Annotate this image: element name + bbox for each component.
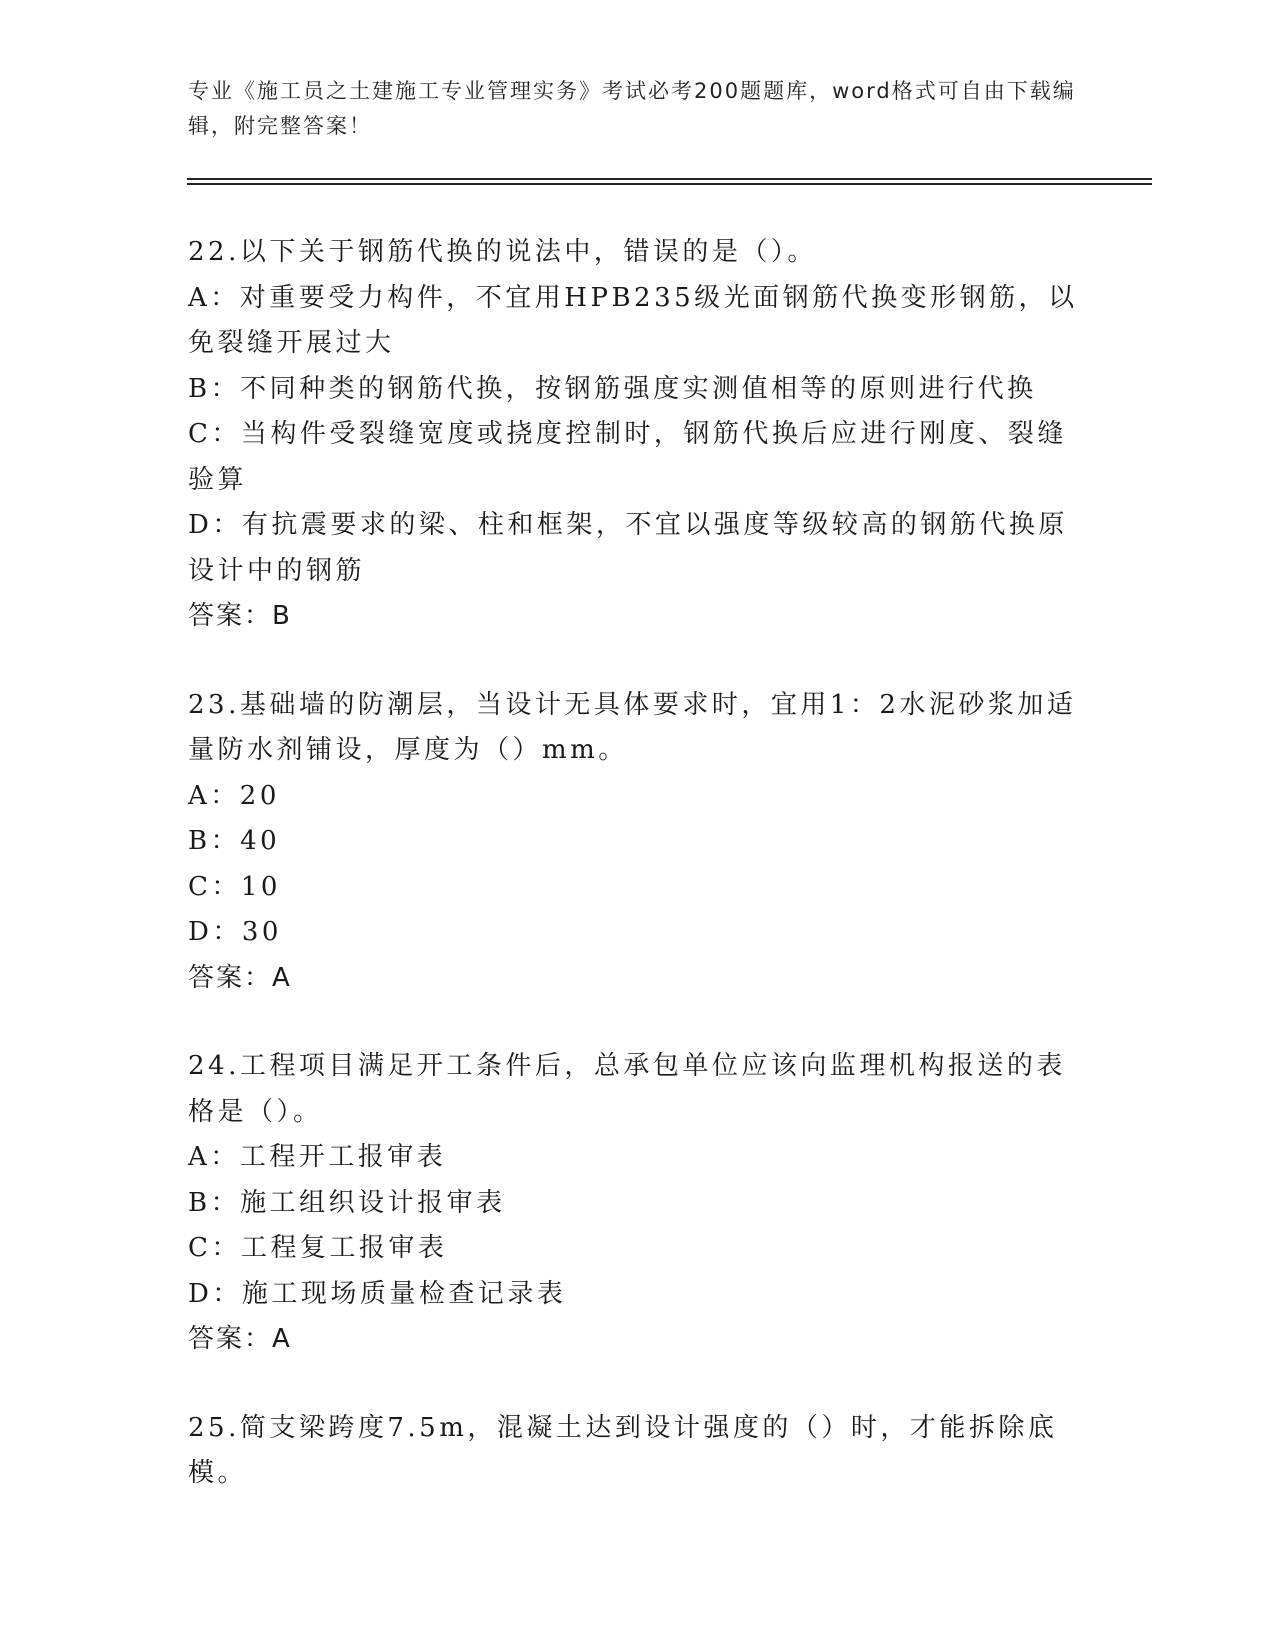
- option-c: C：工程复工报审表: [188, 1233, 448, 1263]
- option-b: B：不同种类的钢筋代换，按钢筋强度实测值相等的原则进行代换: [188, 373, 1037, 404]
- question-stem: 23.基础墙的防潮层，当设计无具体要求时，宜用1：2水泥砂浆加适量防水剂铺设，厚度为（）mm。: [188, 689, 1077, 765]
- option-c: C：10: [188, 871, 281, 902]
- header-rule-top: [187, 178, 1152, 180]
- question-stem: 25.简支梁跨度7.5m，混凝土达到设计强度的（）时，才能拆除底模。: [188, 1412, 1058, 1488]
- option-c: C：当构件受裂缝宽度或挠度控制时，钢筋代换后应进行刚度、裂缝验算: [188, 419, 1067, 495]
- option-a: A：对重要受力构件，不宜用HPB235级光面钢筋代换变形钢筋，以免裂缝开展过大: [188, 282, 1078, 358]
- option-b: B：施工组织设计报审表: [188, 1187, 506, 1218]
- option-d: D：30: [188, 917, 282, 947]
- question-stem: 24.工程项目满足开工条件后，总承包单位应该向监理机构报送的表格是（）。: [188, 1051, 1066, 1127]
- document-header: 专业《施工员之土建施工专业管理实务》考试必考200题题库，word格式可自由下载编辑，附完整答案！: [188, 79, 1076, 138]
- answer-line: 答案：A: [188, 1324, 292, 1354]
- answer-line: 答案：B: [188, 601, 292, 631]
- question-23: [188, 683, 1088, 1002]
- question-25: [188, 1406, 1088, 1497]
- answer-line: 答案：A: [188, 962, 292, 993]
- question-22: [188, 230, 1088, 640]
- question-24: [188, 1044, 1088, 1363]
- option-d: D：有抗震要求的梁、柱和框架，不宜以强度等级较高的钢筋代换原设计中的钢筋: [188, 510, 1068, 586]
- header-rule-bottom: [187, 183, 1152, 185]
- option-b: B：40: [188, 826, 281, 856]
- option-a: A：工程开工报审表: [188, 1142, 447, 1172]
- option-d: D：施工现场质量检查记录表: [188, 1278, 567, 1309]
- option-a: A：20: [188, 780, 280, 811]
- question-stem: 22.以下关于钢筋代换的说法中，错误的是（）。: [188, 237, 817, 267]
- question-list: [188, 230, 1088, 1540]
